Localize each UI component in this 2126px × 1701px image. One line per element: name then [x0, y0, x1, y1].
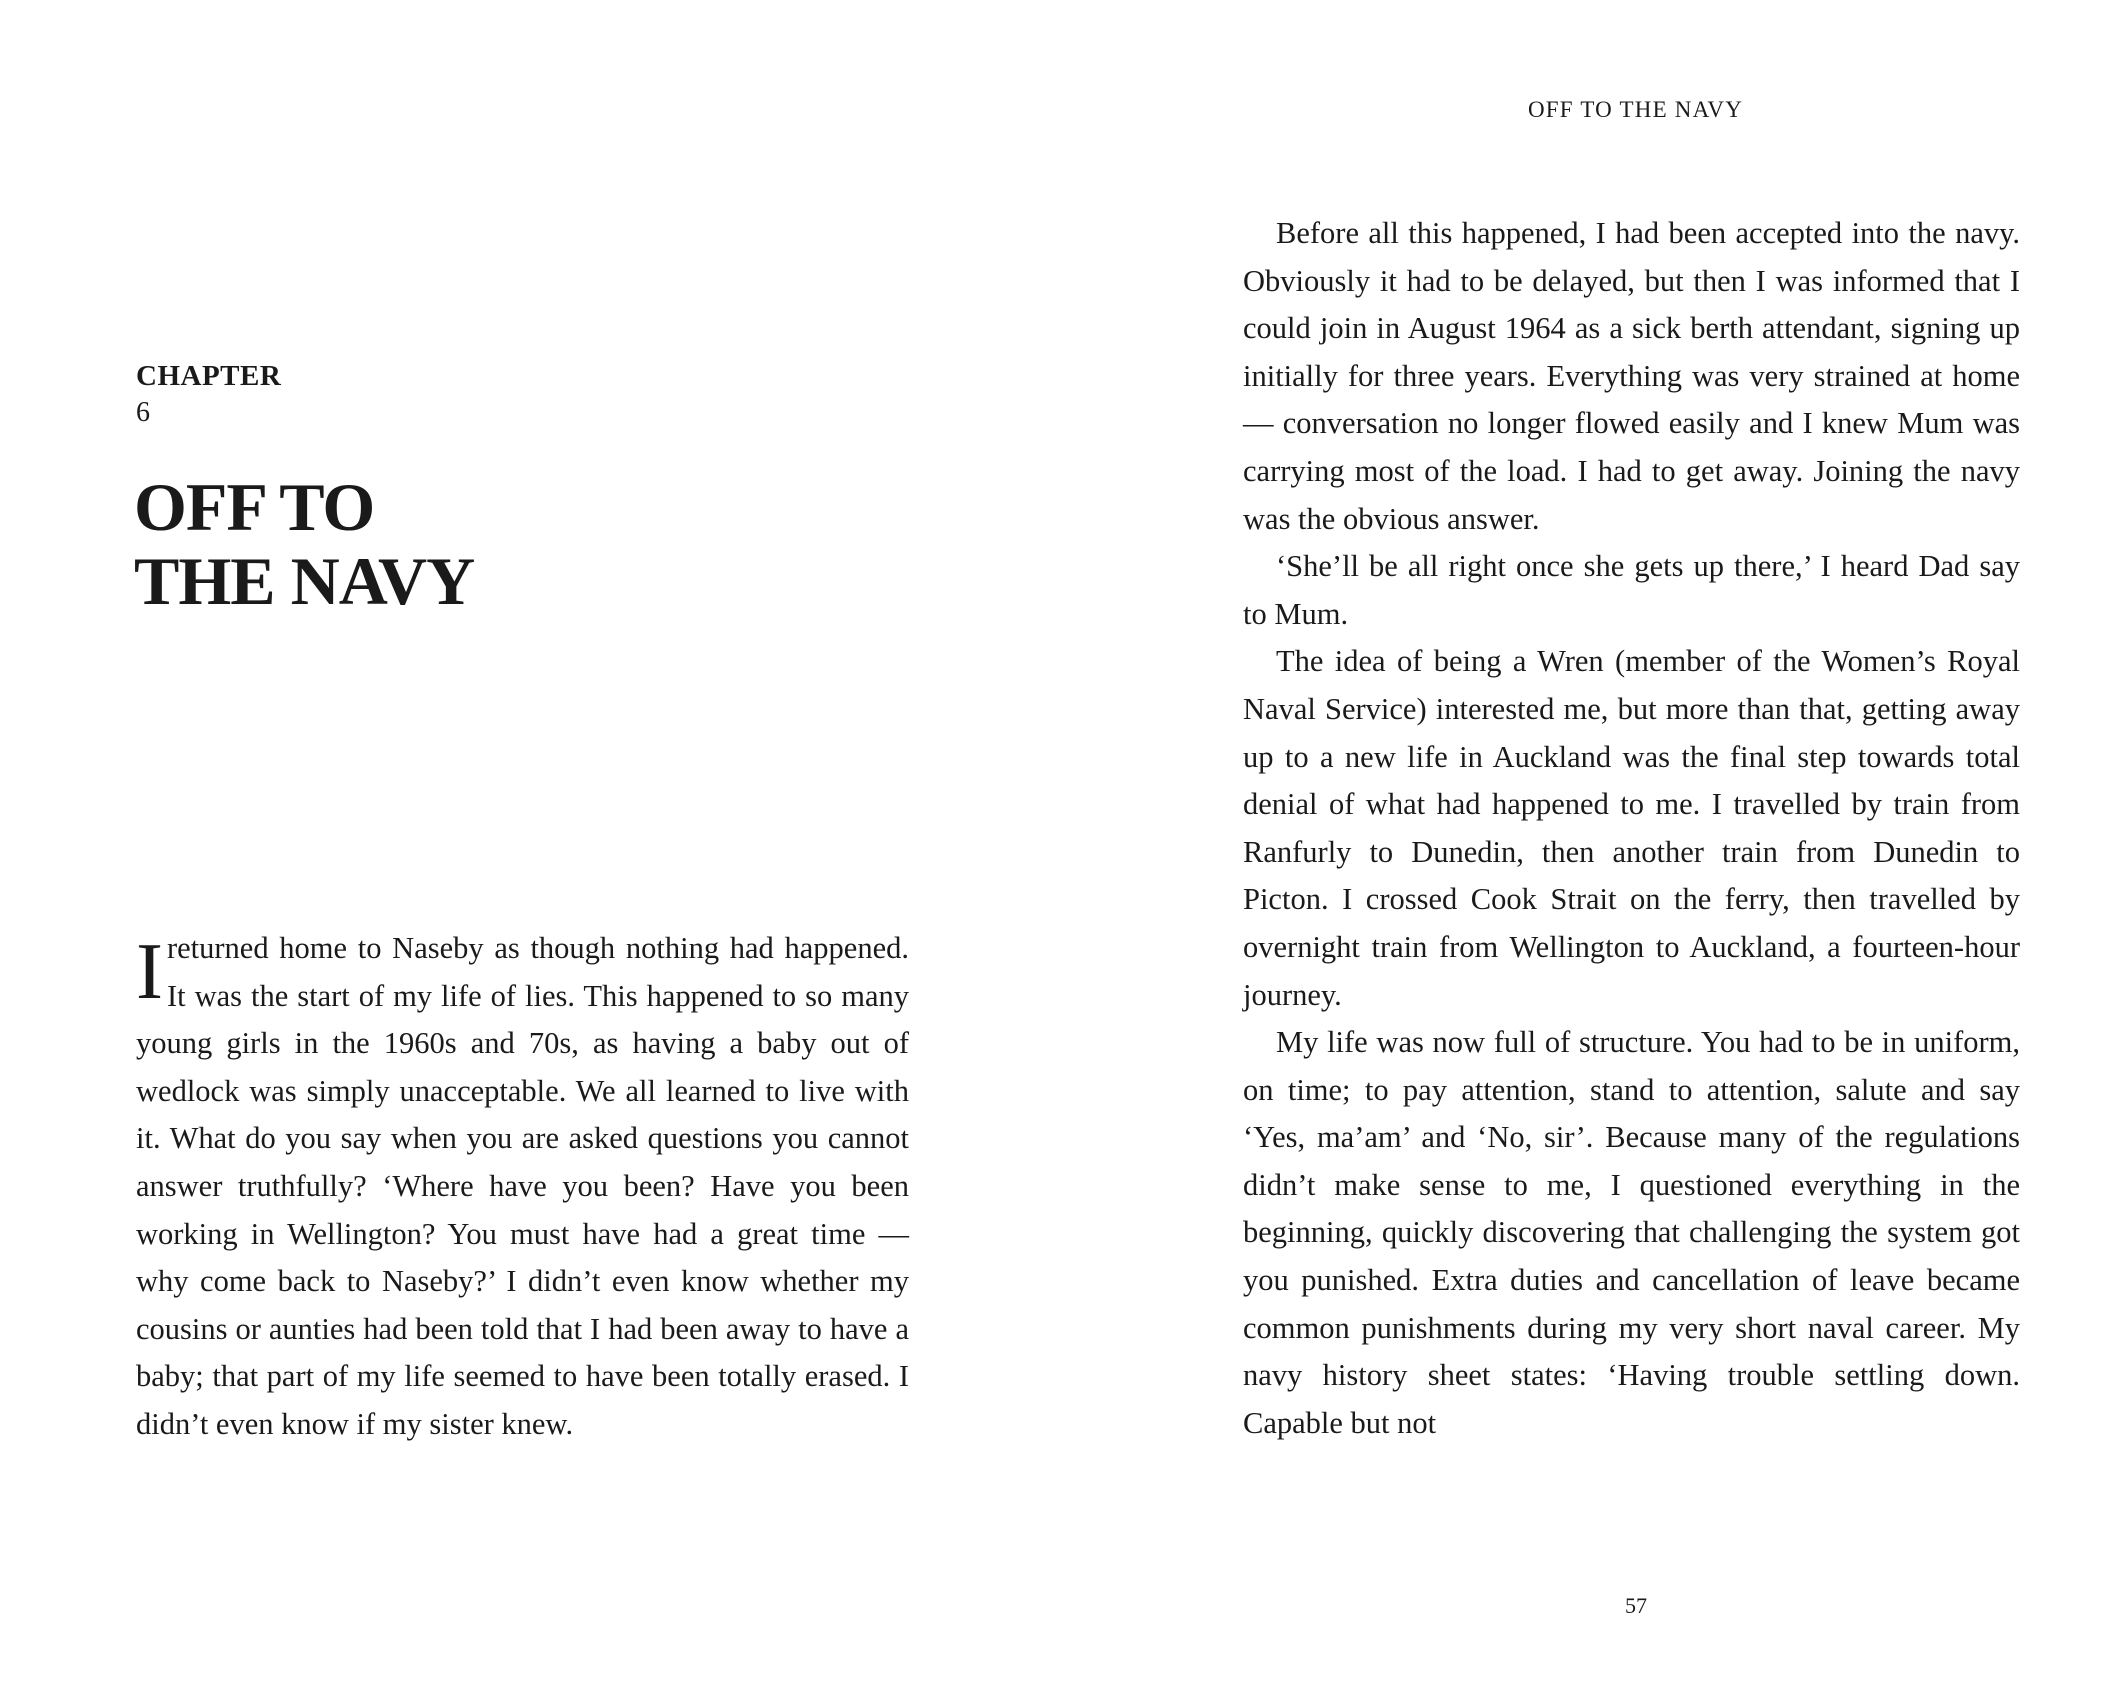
running-head: OFF TO THE NAVY: [1528, 97, 1744, 122]
right-page: [1063, 0, 2126, 1701]
chapter-title-line-1: OFF TO: [134, 469, 375, 545]
opening-paragraph-text: returned home to Naseby as though nothing had happened. It was the start of my life of lies. This happened to so many young girls in the 1960s and 70s, as having a baby out of wedlock was simply unacceptable. We all learned to live with it. What do you say when you are asked questions you cannot answer truthfully? ‘Where have you been? Have you been working in Wellington? You must have had a great time — why come back to Naseby?’ I didn’t even know whether my cousins or aunties had been told that I had been away to have a baby; that part of my life seemed to have been totally erased. I didn’t even know if my sister knew.: [136, 931, 909, 1441]
paragraph: The idea of being a Wren (member of the Women’s Royal Naval Service) interested me, but more than that, getting away up to a new life in Auckland was the final step towards total denial of what had happened to me. I travelled by train from Ranfurly to Dunedin, then another train from Dunedin to Picton. I crossed Cook Strait on the ferry, then travelled by overnight train from Wellington to Auckland, a fourteen-hour journey.: [1243, 644, 2020, 1012]
chapter-number: 6: [136, 397, 150, 428]
paragraph: ‘She’ll be all right once she gets up there,’ I heard Dad say to Mum.: [1243, 549, 2020, 631]
paragraph: Before all this happened, I had been accepted into the navy. Obviously it had to be delayed, but then I was informed that I could join in August 1964 as a sick berth attendant, signing up initially for three years. Everything was very strained at home — conversation no longer flowed easily and I knew Mum was carrying most of the load. I had to get away. Joining the navy was the obvious answer.: [1243, 216, 2020, 536]
chapter-title: [134, 470, 474, 618]
page-number: 57: [1625, 1593, 1647, 1618]
chapter-label: CHAPTER: [136, 360, 282, 392]
body-text: [1243, 210, 2020, 1447]
opening-paragraph: [136, 925, 909, 1449]
chapter-title-line-2: THE NAVY: [134, 543, 475, 619]
drop-cap: I: [136, 926, 163, 1016]
paragraph: My life was now full of structure. You had to be in uniform, on time; to pay attention, stand to attention, salute and say ‘Yes, ma’am’ and ‘No, sir’. Because many of the regulations didn’t make sense to me, I questioned everything in the beginning, quickly discovering that challenging the system got you punished. Extra duties and cancellation of leave became common punishments during my very short naval career. My navy history sheet states: ‘Having trouble settling down. Capable but not: [1243, 1025, 2020, 1440]
